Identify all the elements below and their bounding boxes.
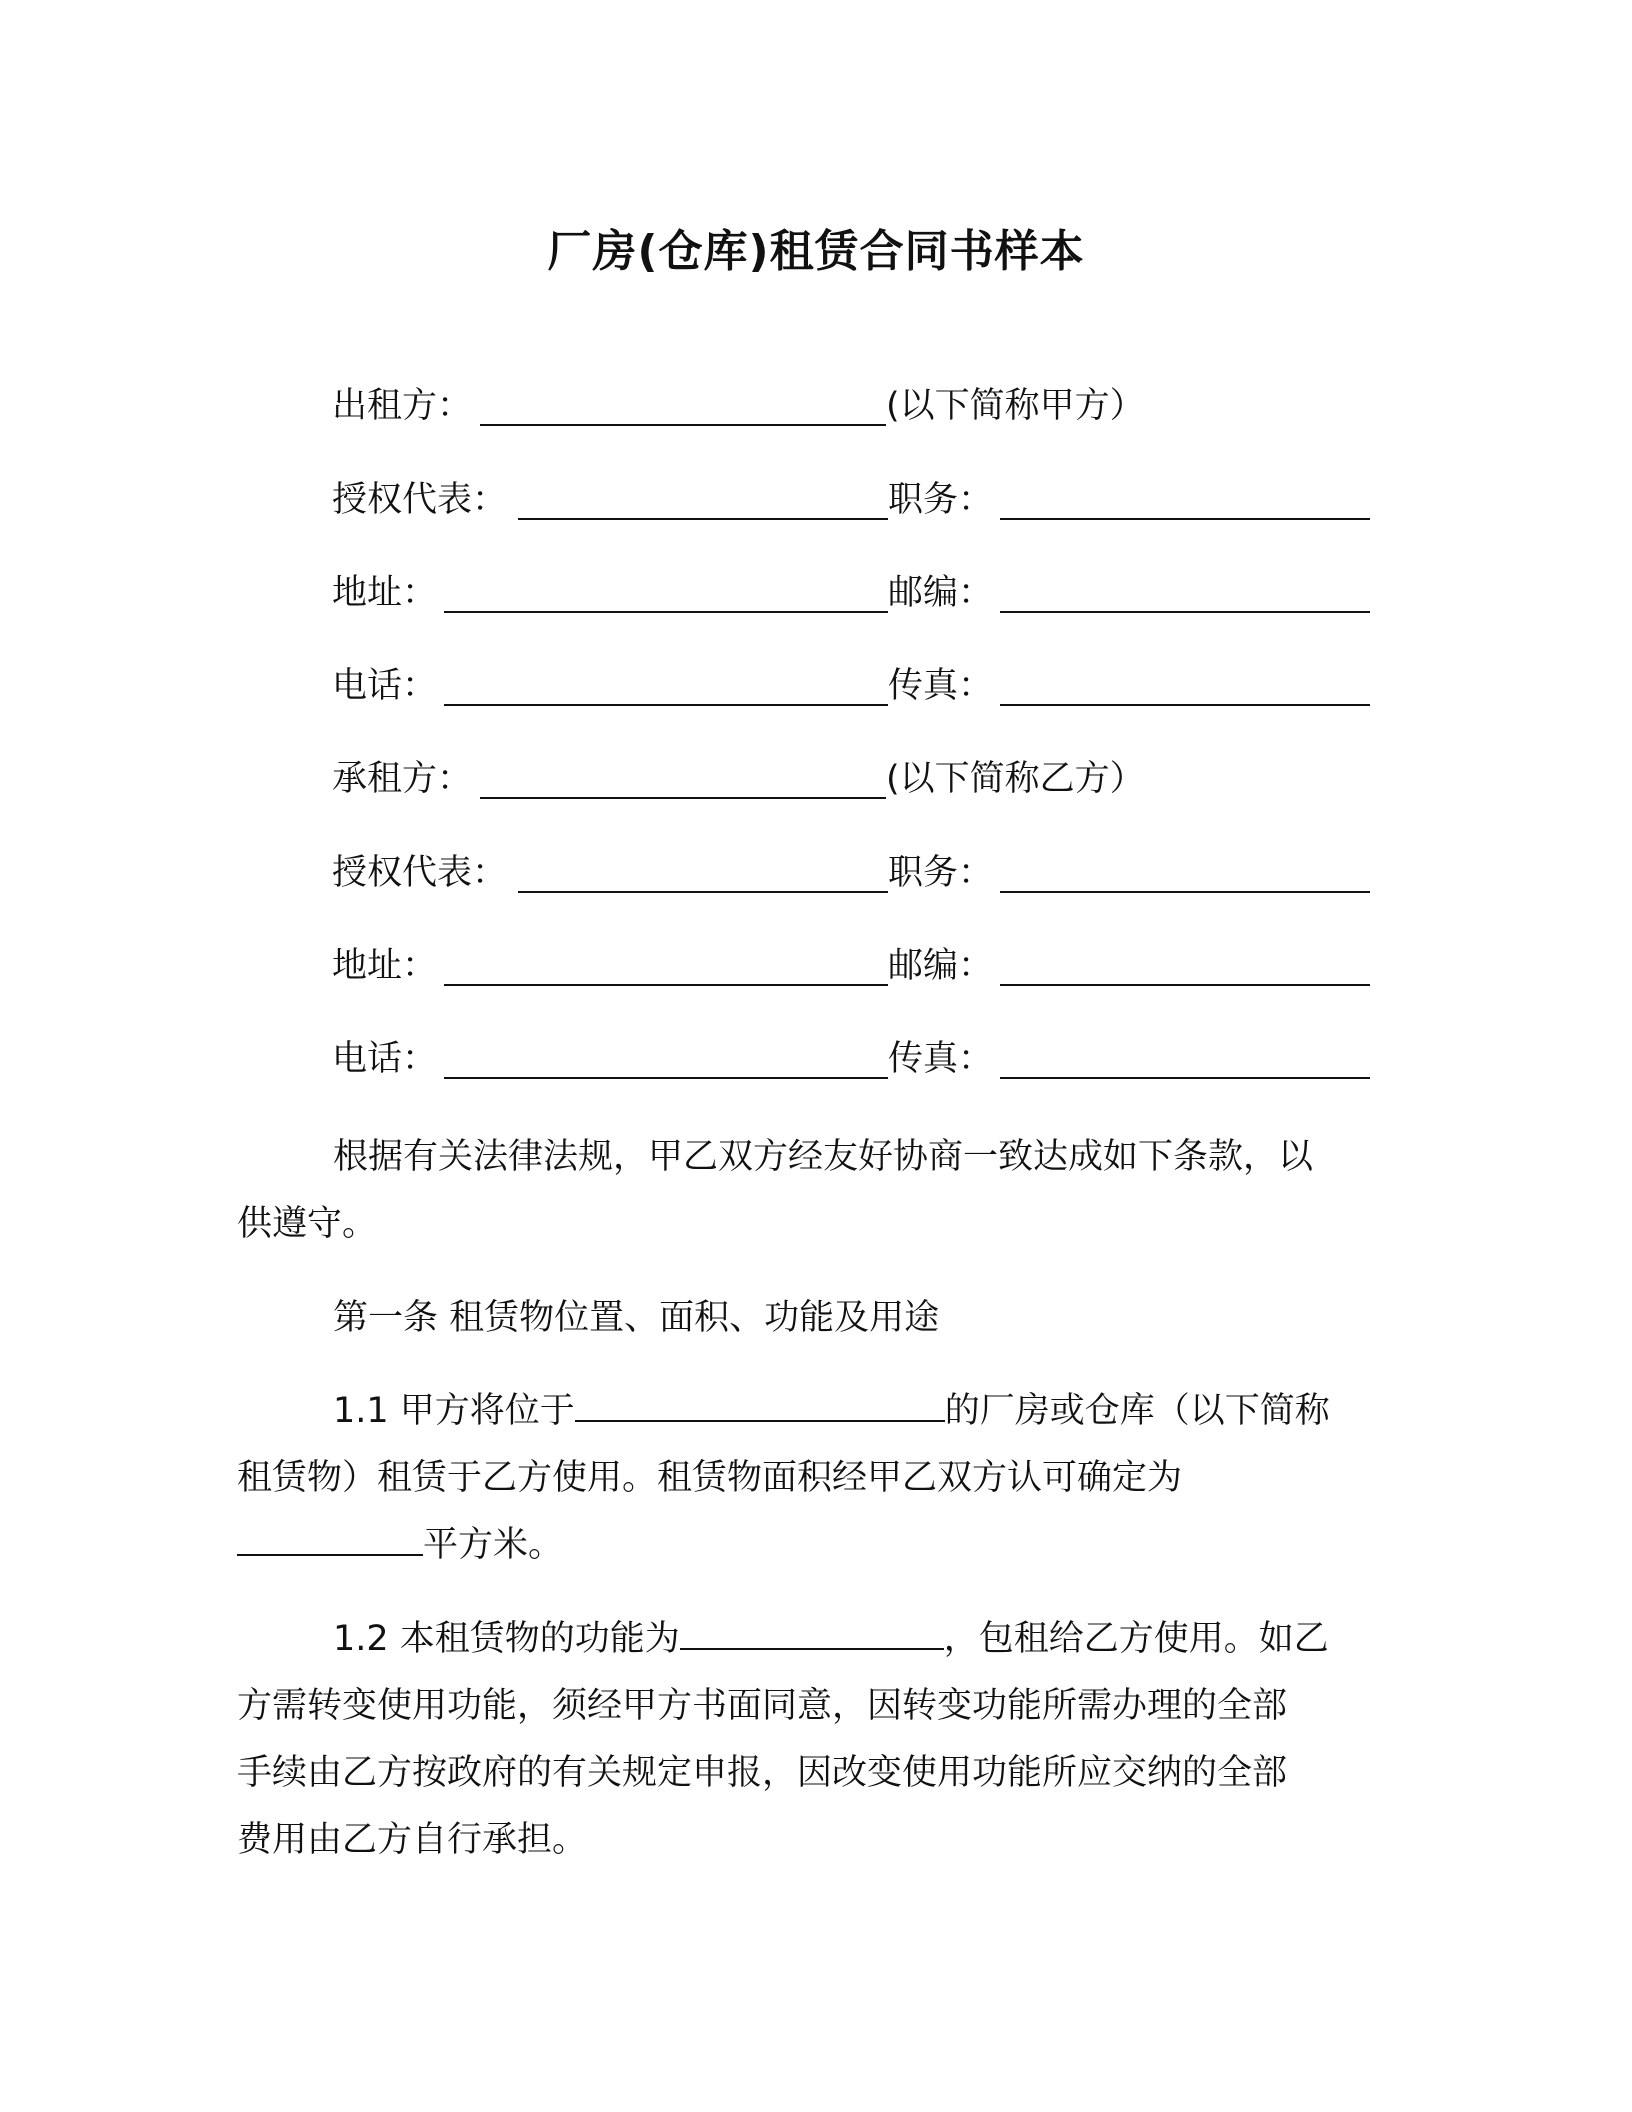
clause-text: 的厂房或仓库（以下简称: [944, 1391, 1330, 1431]
clause-line: 手续由乙方按政府的有关规定申报，因改变使用功能所应交纳的全部: [237, 1753, 1288, 1793]
postcode-field[interactable]: [1000, 611, 1370, 613]
address-field[interactable]: [444, 984, 888, 986]
fax-label: 传真：: [888, 666, 994, 706]
party-b-address-row: [332, 938, 1372, 994]
address-label: 地址：: [332, 946, 438, 986]
article-1-heading: 第一条 租赁物位置、面积、功能及用途: [333, 1298, 940, 1338]
postcode-field[interactable]: [1000, 984, 1370, 986]
clause-line: 费用由乙方自行承担。: [237, 1820, 588, 1860]
phone-label: 电话：: [332, 1039, 438, 1079]
clause-line: 租赁物）租赁于乙方使用。租赁物面积经甲乙双方认可确定为: [237, 1458, 1183, 1498]
rep-field[interactable]: [518, 891, 888, 893]
clause-text: 1.1 甲方将位于: [333, 1391, 575, 1431]
lessee-row: [332, 751, 1232, 807]
lessor-suffix: (以下简称甲方）: [886, 386, 1145, 426]
lessee-suffix: (以下简称乙方）: [886, 759, 1145, 799]
party-b-phone-row: [332, 1031, 1372, 1087]
clause-line: [237, 1378, 1367, 1445]
party-a-phone-row: [332, 658, 1372, 714]
position-field[interactable]: [1000, 518, 1370, 520]
location-field[interactable]: [575, 1390, 945, 1422]
function-field[interactable]: [680, 1618, 944, 1650]
clause-text: 平方米。: [423, 1525, 564, 1565]
phone-label: 电话：: [332, 666, 438, 706]
rep-label: 授权代表：: [332, 480, 508, 520]
article-heading: [237, 1285, 1367, 1352]
phone-field[interactable]: [444, 1077, 888, 1079]
lessor-label: 出租方：: [332, 386, 473, 426]
position-field[interactable]: [1000, 891, 1370, 893]
fax-field[interactable]: [1000, 704, 1370, 706]
page-title: 厂房(仓库)租赁合同书样本: [547, 226, 1085, 277]
lessor-row: [332, 378, 1232, 434]
intro-line: 供遵守。: [237, 1204, 378, 1244]
rep-field[interactable]: [518, 518, 888, 520]
clause-text: ，包租给乙方使用。如乙: [943, 1619, 1329, 1659]
position-label: 职务：: [888, 480, 994, 520]
intro-paragraph: [237, 1124, 1367, 1258]
fax-label: 传真：: [888, 1039, 994, 1079]
party-a-address-row: [332, 565, 1372, 621]
intro-line: 根据有关法律法规，甲乙双方经友好协商一致达成如下条款，以: [333, 1137, 1314, 1177]
clause-text: 1.2 本租赁物的功能为: [333, 1619, 680, 1659]
postcode-label: 邮编：: [888, 946, 994, 986]
clause-line: [237, 1606, 1367, 1673]
address-label: 地址：: [332, 573, 438, 613]
postcode-label: 邮编：: [888, 573, 994, 613]
position-label: 职务：: [888, 853, 994, 893]
party-b-rep-row: [332, 845, 1372, 901]
clause-1-1: [237, 1378, 1367, 1579]
lessee-field[interactable]: [480, 797, 886, 799]
area-field[interactable]: [237, 1524, 423, 1556]
lessee-label: 承租方：: [332, 759, 473, 799]
clause-line: [237, 1512, 1367, 1579]
address-field[interactable]: [444, 611, 888, 613]
clause-1-2: [237, 1606, 1367, 1874]
clause-line: 方需转变使用功能，须经甲方书面同意，因转变功能所需办理的全部: [237, 1686, 1288, 1726]
party-a-rep-row: [332, 472, 1372, 528]
phone-field[interactable]: [444, 704, 888, 706]
rep-label: 授权代表：: [332, 853, 508, 893]
fax-field[interactable]: [1000, 1077, 1370, 1079]
lessor-field[interactable]: [480, 424, 886, 426]
